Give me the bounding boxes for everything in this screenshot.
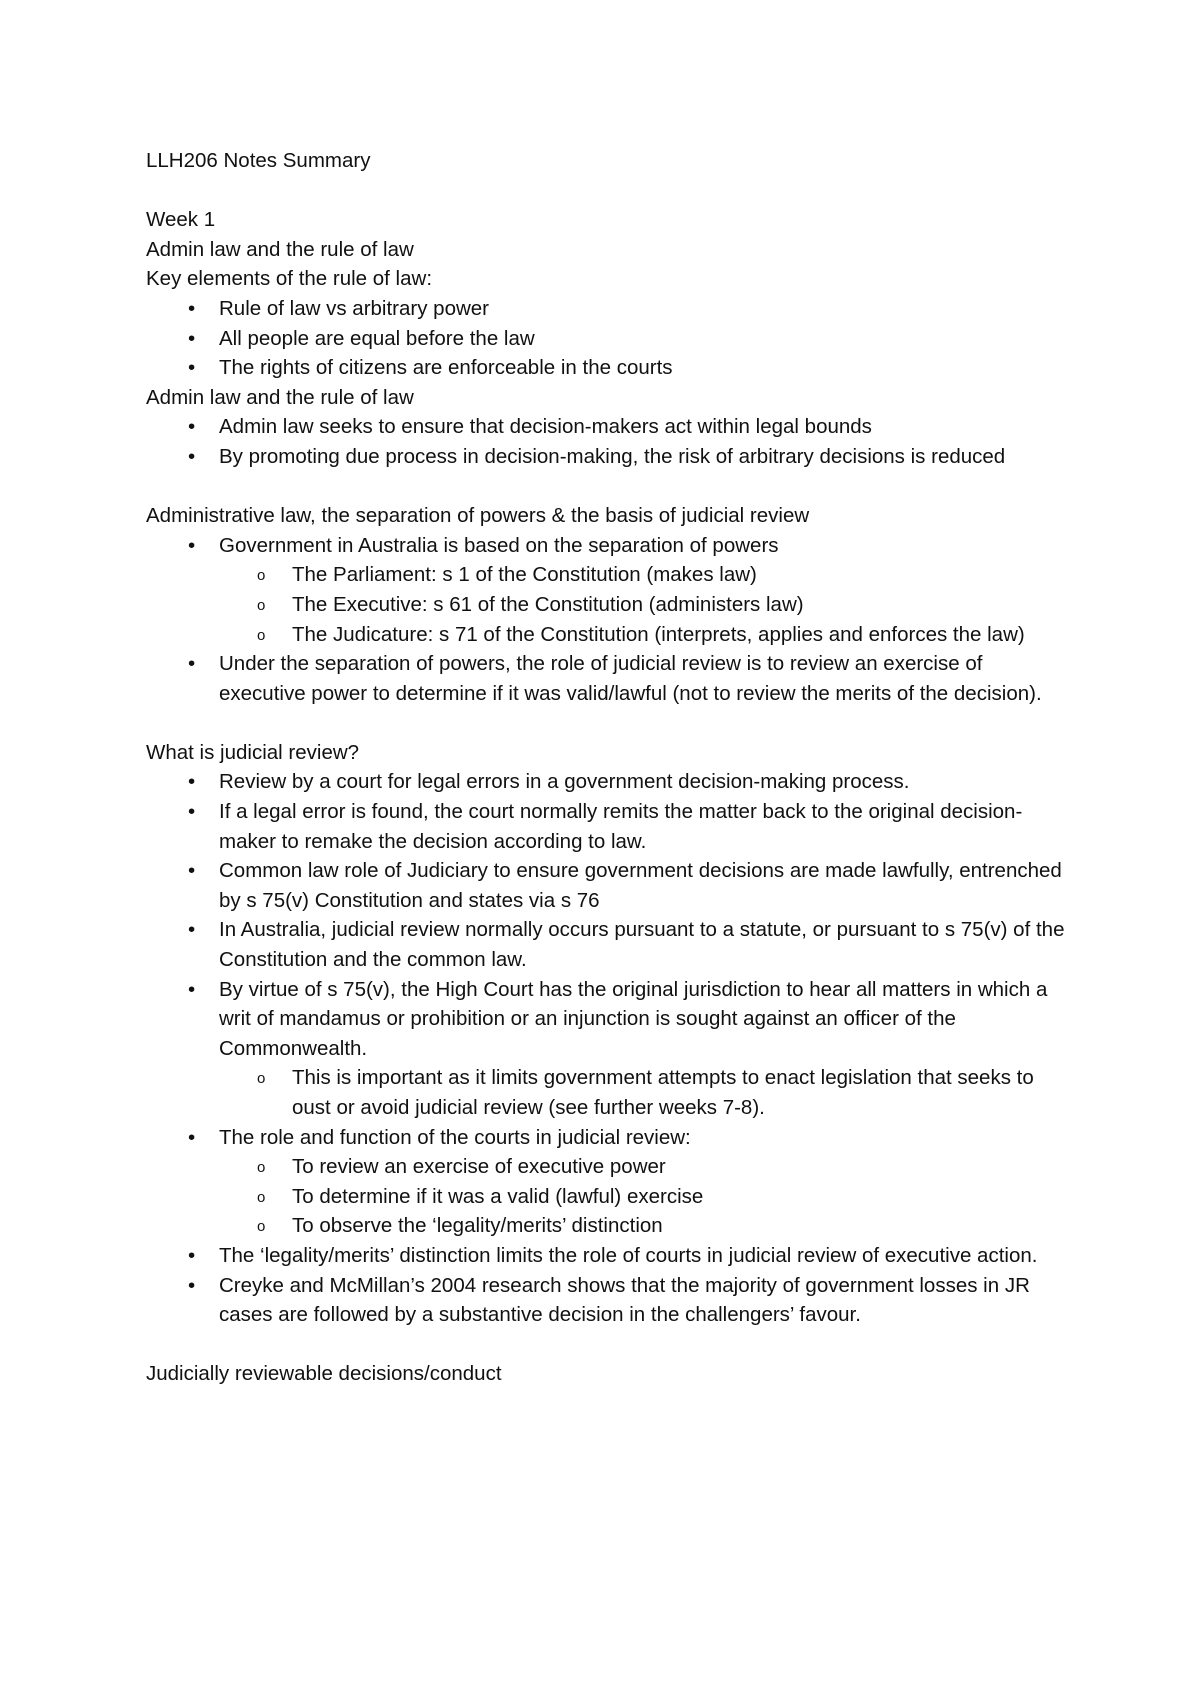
bullet-item: • The role and function of the courts in judicial review: xyxy=(146,1123,1066,1153)
sub-bullet-item: o To determine if it was a valid (lawful) exercise xyxy=(146,1182,1066,1212)
bullet-item: • Admin law seeks to ensure that decision-makers act within legal bounds xyxy=(146,412,1066,442)
section-subheading: Key elements of the rule of law: xyxy=(146,267,433,291)
spacer xyxy=(146,708,1066,738)
sub-bullet-item: o To review an exercise of executive power xyxy=(146,1152,1066,1182)
sub-bullet-item: o The Judicature: s 71 of the Constitution (interprets, applies and enforces the law) xyxy=(146,620,1066,650)
spacer xyxy=(146,1330,1066,1360)
bullet-item: • By virtue of s 75(v), the High Court has the original jurisdiction to hear all matters in which a writ of mandamus or prohibition or an injunction is sought against an officer of the Commonwealth. xyxy=(146,975,1066,1064)
bullet-list xyxy=(146,412,1066,471)
section-heading: Admin law and the rule of law xyxy=(146,237,414,261)
bullet-item: • The rights of citizens are enforceable in the courts xyxy=(146,353,1066,383)
sub-bullet-item: o The Parliament: s 1 of the Constitution (makes law) xyxy=(146,560,1066,590)
bullet-item: • Rule of law vs arbitrary power xyxy=(146,294,1066,324)
bullet-item: • Government in Australia is based on the separation of powers xyxy=(146,531,1066,561)
bullet-item: • The ‘legality/merits’ distinction limits the role of courts in judicial review of executive action. xyxy=(146,1241,1066,1271)
document-page xyxy=(146,146,1066,1389)
section-heading: Judicially reviewable decisions/conduct xyxy=(146,1362,502,1386)
bullet-item: • Creyke and McMillan’s 2004 research shows that the majority of government losses in JR cases are followed by a substantive decision in the challengers’ favour. xyxy=(146,1271,1066,1330)
bullet-item: • All people are equal before the law xyxy=(146,324,1066,354)
sub-bullet-item: o The Executive: s 61 of the Constitution (administers law) xyxy=(146,590,1066,620)
sub-bullet-item: o This is important as it limits government attempts to enact legislation that seeks to oust or avoid judicial review (see further weeks 7-8). xyxy=(146,1063,1066,1122)
section-heading: Admin law and the rule of law xyxy=(146,385,414,409)
spacer xyxy=(146,472,1066,502)
sub-bullet-item: o To observe the ‘legality/merits’ distinction xyxy=(146,1211,1066,1241)
bullet-item: • If a legal error is found, the court normally remits the matter back to the original decision-maker to remake the decision according to law. xyxy=(146,797,1066,856)
bullet-item: • Common law role of Judiciary to ensure government decisions are made lawfully, entrenched by s 75(v) Constitution and states via s 76 xyxy=(146,856,1066,915)
week-heading: Week 1 xyxy=(146,208,216,232)
document-title: LLH206 Notes Summary xyxy=(146,149,371,172)
section-heading: What is judicial review? xyxy=(146,740,360,764)
bullet-list xyxy=(146,294,1066,383)
spacer xyxy=(146,176,1066,206)
bullet-item: • In Australia, judicial review normally occurs pursuant to a statute, or pursuant to s 75(v) of the Constitution and the common law. xyxy=(146,915,1066,974)
bullet-list xyxy=(146,531,1066,709)
bullet-item: • By promoting due process in decision-making, the risk of arbitrary decisions is reduced xyxy=(146,442,1066,472)
bullet-item: • Review by a court for legal errors in a government decision-making process. xyxy=(146,767,1066,797)
bullet-item: • Under the separation of powers, the role of judicial review is to review an exercise of executive power to determine if it was valid/lawful (not to review the merits of the decision). xyxy=(146,649,1066,708)
section-heading: Administrative law, the separation of powers & the basis of judicial review xyxy=(146,504,810,528)
bullet-list xyxy=(146,767,1066,1329)
